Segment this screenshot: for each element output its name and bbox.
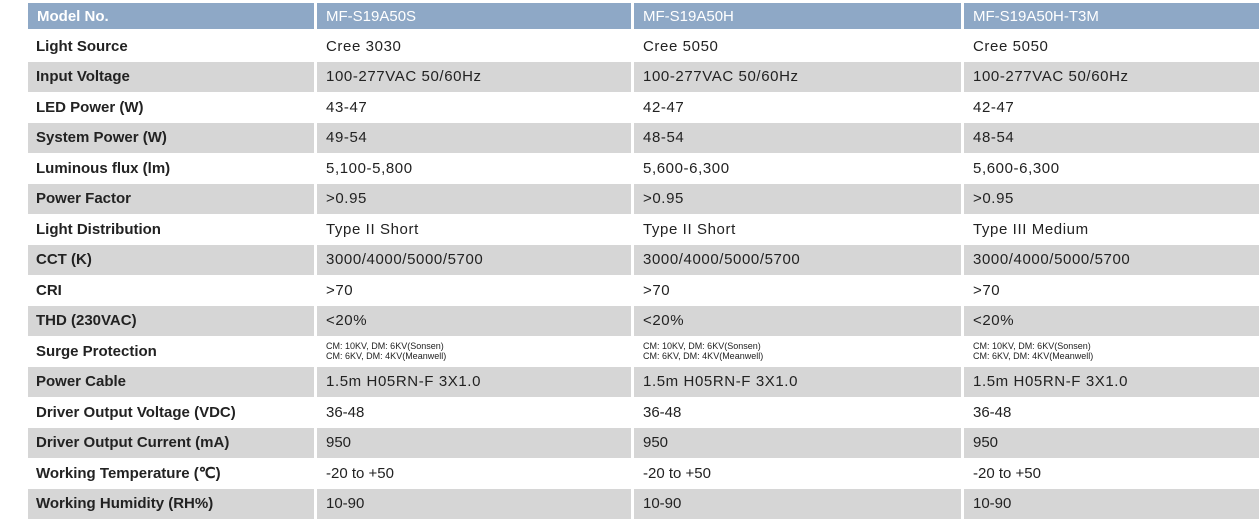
- spec-cell: >70: [317, 275, 634, 306]
- header-model-no: Model No.: [28, 3, 317, 31]
- row-label: THD (230VAC): [28, 306, 317, 337]
- table-row: [28, 153, 1259, 184]
- row-label: Input Voltage: [28, 62, 317, 93]
- surge-line: CM: 10KV, DM: 6KV(Sonsen): [643, 341, 761, 352]
- table-row: [28, 184, 1259, 215]
- spec-cell: >70: [964, 275, 1259, 306]
- spec-cell: <20%: [634, 306, 964, 337]
- surge-line: CM: 10KV, DM: 6KV(Sonsen): [973, 341, 1091, 352]
- spec-cell: 42-47: [634, 92, 964, 123]
- spec-cell: 1.5m H05RN-F 3X1.0: [634, 367, 964, 398]
- spec-cell: 43-47: [317, 92, 634, 123]
- spec-cell: 950: [964, 428, 1259, 459]
- spec-cell: Cree 5050: [964, 31, 1259, 62]
- spec-cell: >0.95: [964, 184, 1259, 215]
- table-row: [28, 245, 1259, 276]
- spec-cell: Type II Short: [634, 214, 964, 245]
- spec-cell: 48-54: [964, 123, 1259, 154]
- spec-cell: 950: [634, 428, 964, 459]
- spec-cell: 1.5m H05RN-F 3X1.0: [317, 367, 634, 398]
- table-row: [28, 458, 1259, 489]
- spec-cell: 100-277VAC 50/60Hz: [634, 62, 964, 93]
- header-row: [28, 3, 1259, 31]
- spec-cell: 10-90: [634, 489, 964, 519]
- surge-line: CM: 6KV, DM: 4KV(Meanwell): [326, 351, 447, 362]
- row-label: CCT (K): [28, 245, 317, 276]
- spec-cell: 36-48: [964, 397, 1259, 428]
- spec-cell: Type III Medium: [964, 214, 1259, 245]
- spec-cell: Cree 5050: [634, 31, 964, 62]
- spec-cell: -20 to +50: [634, 458, 964, 489]
- header-model-2: MF-S19A50H: [634, 3, 964, 31]
- table-row: [28, 123, 1259, 154]
- row-label: Driver Output Voltage (VDC): [28, 397, 317, 428]
- table-row: [28, 31, 1259, 62]
- spec-cell: -20 to +50: [317, 458, 634, 489]
- spec-cell: [317, 336, 634, 367]
- row-label: LED Power (W): [28, 92, 317, 123]
- spec-cell: 36-48: [634, 397, 964, 428]
- spec-cell: 42-47: [964, 92, 1259, 123]
- table-row: [28, 62, 1259, 93]
- table-row: [28, 336, 1259, 367]
- surge-line: CM: 6KV, DM: 4KV(Meanwell): [973, 351, 1094, 362]
- spec-cell: 5,600-6,300: [964, 153, 1259, 184]
- table-row: [28, 367, 1259, 398]
- spec-cell: 36-48: [317, 397, 634, 428]
- row-label: Driver Output Current (mA): [28, 428, 317, 459]
- table-row: [28, 397, 1259, 428]
- spec-cell: 100-277VAC 50/60Hz: [317, 62, 634, 93]
- spec-cell: [634, 336, 964, 367]
- table-row: [28, 92, 1259, 123]
- table-row: [28, 489, 1259, 519]
- header-model-1: MF-S19A50S: [317, 3, 634, 31]
- row-label: Working Temperature (℃): [28, 458, 317, 489]
- spec-cell: 3000/4000/5000/5700: [634, 245, 964, 276]
- row-label: Luminous flux (lm): [28, 153, 317, 184]
- row-label: CRI: [28, 275, 317, 306]
- spec-cell: 1.5m H05RN-F 3X1.0: [964, 367, 1259, 398]
- spec-cell: 3000/4000/5000/5700: [317, 245, 634, 276]
- spec-cell: >70: [634, 275, 964, 306]
- spec-cell: <20%: [964, 306, 1259, 337]
- spec-table: [28, 3, 1259, 519]
- table-row: [28, 428, 1259, 459]
- spec-cell: 10-90: [317, 489, 634, 519]
- row-label: Working Humidity (RH%): [28, 489, 317, 519]
- surge-line: CM: 10KV, DM: 6KV(Sonsen): [326, 341, 444, 352]
- row-label: System Power (W): [28, 123, 317, 154]
- table-header: [28, 3, 1259, 31]
- spec-cell: Cree 3030: [317, 31, 634, 62]
- row-label: Power Factor: [28, 184, 317, 215]
- row-label: Light Distribution: [28, 214, 317, 245]
- spec-cell: 5,100-5,800: [317, 153, 634, 184]
- header-model-3: MF-S19A50H-T3M: [964, 3, 1259, 31]
- row-label: Surge Protection: [28, 336, 317, 367]
- spec-cell: [964, 336, 1259, 367]
- row-label: Power Cable: [28, 367, 317, 398]
- spec-cell: 3000/4000/5000/5700: [964, 245, 1259, 276]
- surge-line: CM: 6KV, DM: 4KV(Meanwell): [643, 351, 764, 362]
- spec-cell: -20 to +50: [964, 458, 1259, 489]
- spec-cell: 950: [317, 428, 634, 459]
- table-row: [28, 275, 1259, 306]
- spec-cell: 49-54: [317, 123, 634, 154]
- spec-cell: Type II Short: [317, 214, 634, 245]
- table-body: [28, 31, 1259, 519]
- spec-cell: <20%: [317, 306, 634, 337]
- table-row: [28, 214, 1259, 245]
- spec-cell: 10-90: [964, 489, 1259, 519]
- spec-cell: 5,600-6,300: [634, 153, 964, 184]
- spec-cell: >0.95: [317, 184, 634, 215]
- table-row: [28, 306, 1259, 337]
- row-label: Light Source: [28, 31, 317, 62]
- spec-cell: 100-277VAC 50/60Hz: [964, 62, 1259, 93]
- spec-cell: 48-54: [634, 123, 964, 154]
- spec-cell: >0.95: [634, 184, 964, 215]
